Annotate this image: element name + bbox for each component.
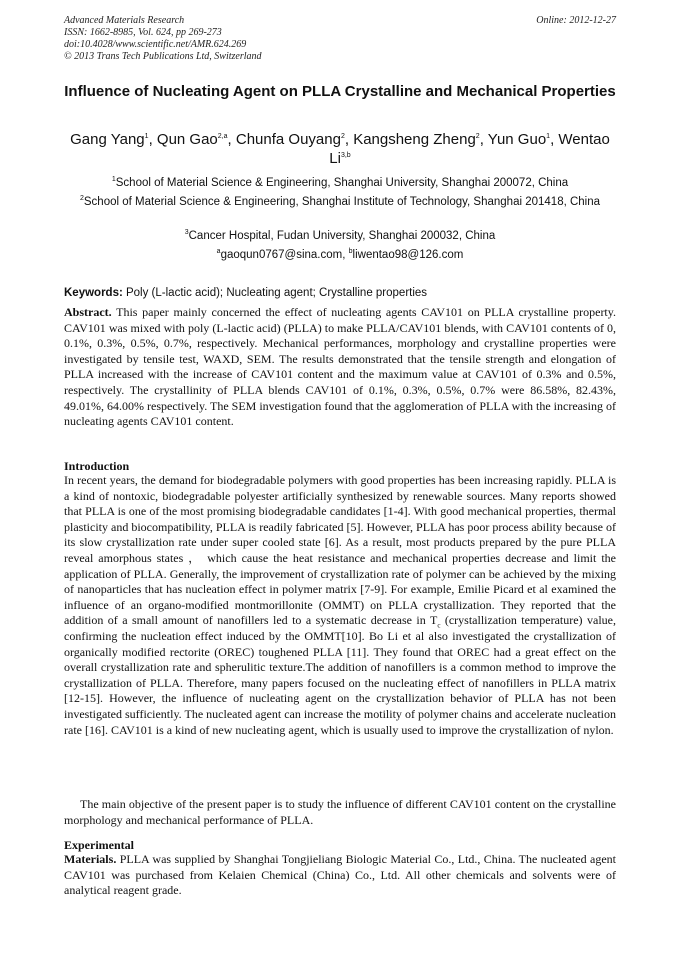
affiliation-3 xyxy=(64,229,616,243)
affiliation-text: School of Material Science & Engineering, Shanghai University, Shanghai 200072, China xyxy=(115,177,569,189)
keywords-label: Keywords: xyxy=(64,287,123,299)
intro-subscript: c xyxy=(437,621,441,630)
author-list xyxy=(64,130,616,168)
affiliation-text: Cancer Hospital, Fudan University, Shanghai 200032, China xyxy=(188,230,496,242)
journal-issn: ISSN: 1662-8985, Vol. 624, pp 269-273 xyxy=(64,27,222,38)
affiliation-text: School of Material Science & Engineering, Shanghai Institute of Technology, Shanghai 201418, China xyxy=(83,196,601,208)
journal-name: Advanced Materials Research xyxy=(64,15,185,26)
email-sup: b xyxy=(348,248,353,256)
affiliation-sup: 2 xyxy=(79,195,84,203)
email-sup: a xyxy=(216,248,221,256)
author-sup: 2,a xyxy=(217,133,228,140)
journal-doi: doi:10.4028/www.scientific.net/AMR.624.269 xyxy=(64,39,247,50)
paper-title: Influence of Nucleating Agent on PLLA Crystalline and Mechanical Properties xyxy=(64,83,616,100)
keywords-text: Poly (L-lactic acid); Nucleating agent; Crystalline properties xyxy=(122,287,428,299)
section-heading-experimental: Experimental xyxy=(64,838,134,852)
email-link[interactable]: liwentao98@126.com xyxy=(352,249,464,261)
intro-text: In recent years, the demand for biodegradable polymers with good properties has been increasing rapidly. PLLA is a kind of nontoxic, biodegradable polyester artificially synthesized by renewable sources. Many reports showed that PLLA is one of the most promising biodegradable candidates [1-4]. With good mechanical properties, thermal plasticity and biocompatibility, PLLA is readily fabricated [5]. However, PLLA has poor process ability because of its slow crystallization rate under super cooled state [6]. As a result, most products prepared by the pure PLLA reveal amorphous states ， which cause the heat resistance and mechanical properties decrease and limit the application of PLLA. Generally, the improvement of crystallization rate of polymer can be achieved by the mixing of nanoparticles that has nucleation effect in polymer matrix [7-9]. For example, Emilie Picard et al examined the influence of an organo-modified montmorillonite (OMMT) on PLLA crystallization. They reported that the addition of a small amount of nanofillers led to a systematic decrease in T xyxy=(64,473,616,628)
introduction-paragraph-1 xyxy=(64,473,616,738)
author-sep: , xyxy=(227,131,236,148)
abstract xyxy=(64,305,616,430)
affiliation-sup: 1 xyxy=(111,176,116,184)
materials-paragraph xyxy=(64,852,616,899)
materials-label: Materials. xyxy=(64,852,117,866)
author-sep: , xyxy=(148,131,157,148)
journal-copyright: © 2013 Trans Tech Publications Ltd, Switzerland xyxy=(64,51,262,62)
online-date: Online: 2012-12-27 xyxy=(536,15,616,26)
introduction-paragraph-2: The main objective of the present paper is to study the influence of different CAV101 content on the crystalline morphology and mechanical performance of PLLA. xyxy=(64,797,616,827)
author-name: Kangsheng Zheng xyxy=(353,131,476,148)
journal-header xyxy=(64,15,616,63)
author-sep: , xyxy=(344,131,354,148)
author-sup: 3,b xyxy=(340,152,351,159)
author-name: Qun Gao xyxy=(156,131,218,148)
abstract-text: This paper mainly concerned the effect of nucleating agents CAV101 on PLLA crystalline property. CAV101 was mixed with poly (L-lactic acid) (PLLA) to make PLLA/CAV101 blends, with CAV101 contents of 0, 0.1%, 0.3%, 0.5%, 0.7%, respectively. Mechanical performances, morphology and crystalline properties were investigated by tensile test, WAXD, SEM. The results demonstrated that the tensile strength and elongation of PLLA increased with the increase of CAV101 content and the maximum value at CAV101 of 0.3% and 0.5%, respectively. The crystallinity of PLLA blends CAV101 of 0.1%, 0.3%, 0.5%, 0.7% were 86.58%, 82.43%, 49.01%, 64.00% respectively. The SEM investigation found that the agglomeration of PLLA with the increasing of nucleating agents CAV101 content. xyxy=(64,305,616,429)
keywords xyxy=(64,286,616,300)
author-sup: 2 xyxy=(340,133,345,140)
materials-text: PLLA was supplied by Shanghai Tongjieliang Biologic Material Co., Ltd., China. The nucleated agent CAV101 was purchased from Kelaien Chemical (China) Co., Ltd. All other chemicals and solvents were of analytical reagent grade. xyxy=(64,852,616,898)
intro-text: (crystallization temperature) value, confirming the nucleation effect induced by the OMMT[10]. Bo Li et al also investigated the crystallization of organically modified rectorite (OREC) toughened PLLA [11]. They found that OREC had a great effect on the overall crystallization rate and spherulitic texture.The addition of nanofillers is a common method to improve the crystallization of PLLA. Therefore, many papers focused on the nucleating effect of nanofillers in PLLA matrix [12-15]. However, the influence of nucleating agent on the crystallization behavior of PLLA has not been investigated sufficiently. The nucleated agent can increase the motility of polymer chains and accelerate nucleation rate [16]. CAV101 is a kind of new nucleating agent, which is usually used to improve the crystallization of nylon. xyxy=(64,613,616,737)
author-name: Chunfa Ouyang xyxy=(235,131,341,148)
author-name: Wentao Li xyxy=(329,131,610,167)
author-sup: 1 xyxy=(144,133,149,140)
author-sep: , xyxy=(479,131,488,148)
affiliation-2 xyxy=(64,195,616,209)
affiliation-1 xyxy=(64,176,616,190)
author-sup: 1 xyxy=(546,133,551,140)
email-link[interactable]: gaoqun0767@sina.com xyxy=(220,249,343,261)
author-sup: 2 xyxy=(475,133,480,140)
affiliation-sup: 3 xyxy=(184,229,189,237)
email-sep: , xyxy=(342,249,349,261)
author-name: Yun Guo xyxy=(487,131,547,148)
section-heading-introduction: Introduction xyxy=(64,459,130,473)
author-sep: , xyxy=(550,131,559,148)
author-name: Gang Yang xyxy=(70,131,145,148)
author-emails xyxy=(64,248,616,262)
abstract-label: Abstract. xyxy=(64,305,112,319)
